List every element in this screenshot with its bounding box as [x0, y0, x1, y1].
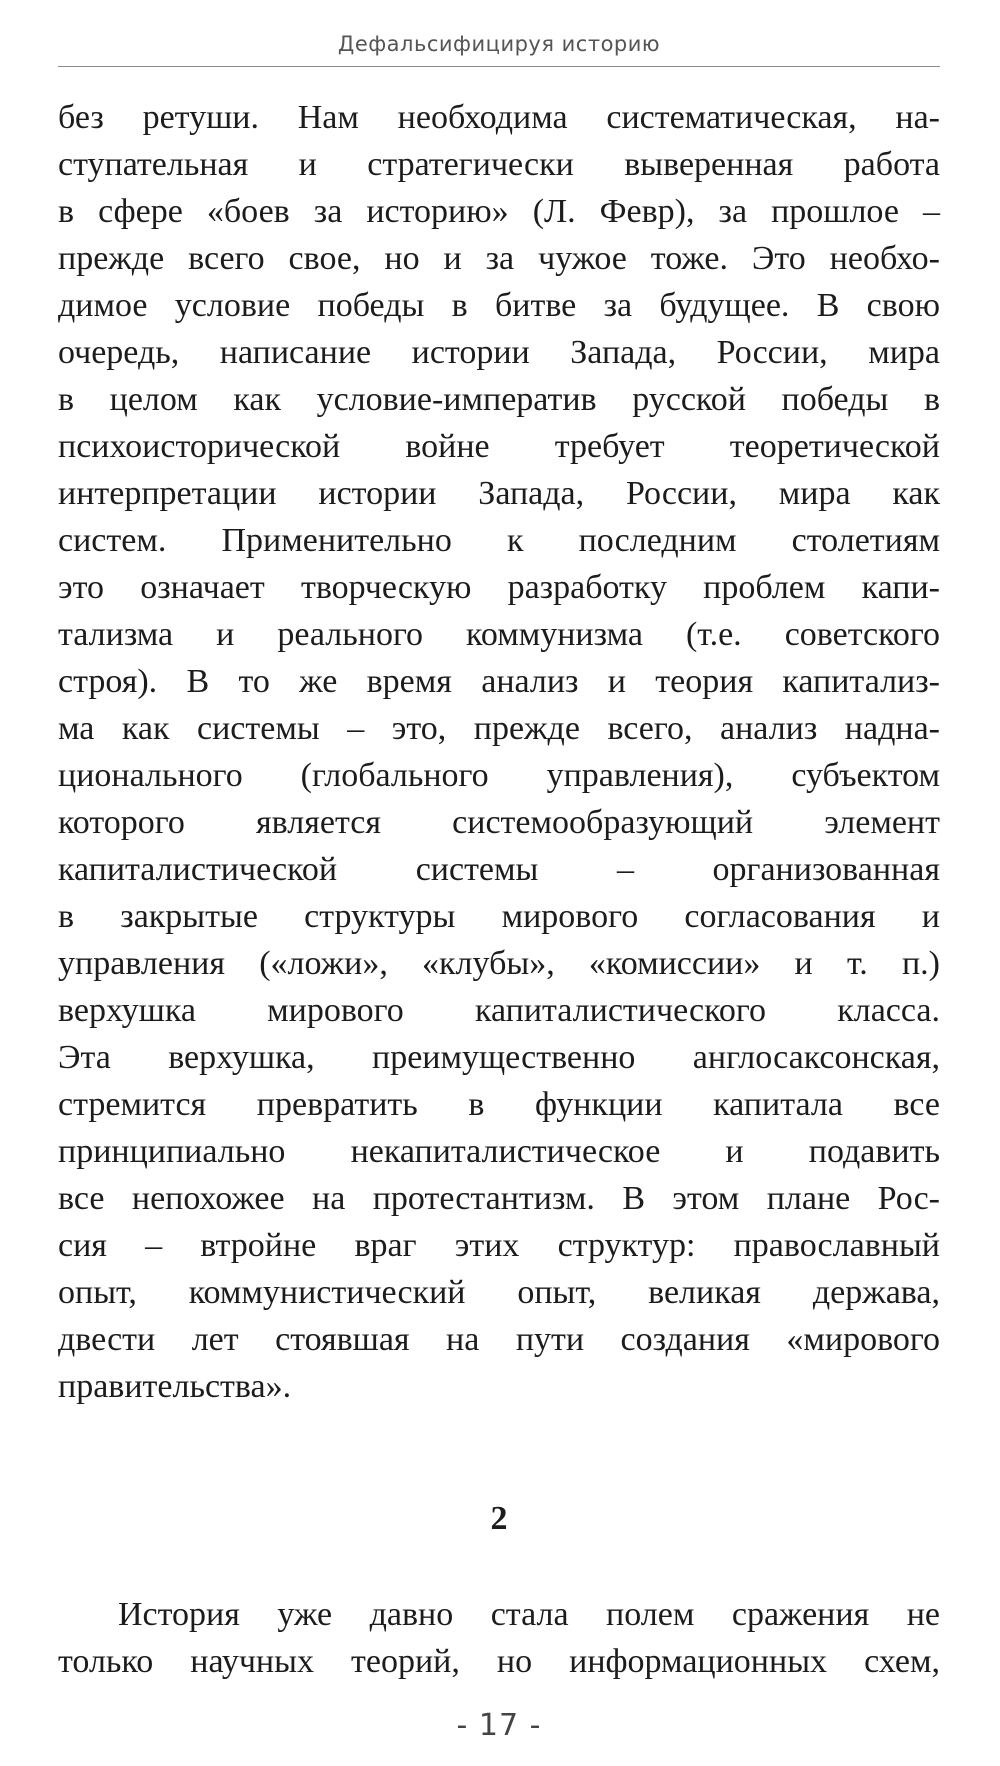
text-line: в сфере «боев за историю» (Л. Февр), за прошлое –	[58, 193, 940, 230]
paragraph-2	[58, 1591, 940, 1685]
text-line: двести лет стоявшая на пути создания «мирового	[58, 1321, 940, 1358]
text-line: тализма и реального коммунизма (т.е. советского	[58, 616, 940, 653]
text-line: управления («ложи», «клубы», «комиссии» и т. п.)	[58, 945, 940, 982]
text-line: опыт, коммунистический опыт, великая держава,	[58, 1274, 940, 1311]
text-line: строя). В то же время анализ и теория капитализ-	[58, 663, 940, 700]
text-line: очередь, написание истории Запада, России, мира	[58, 334, 940, 371]
running-header: Дефальсифицируя историю	[337, 32, 661, 56]
text-line: капиталистической системы – организованная	[58, 851, 940, 888]
text-line: психоисторической войне требует теоретической	[58, 428, 940, 465]
text-line: ма как системы – это, прежде всего, анализ надна-	[58, 710, 940, 747]
text-line: интерпретации истории Запада, России, мира как	[58, 475, 940, 512]
text-line: Эта верхушка, преимущественно англосаксонская,	[58, 1039, 940, 1076]
text-line: только научных теорий, но информационных схем,	[58, 1643, 940, 1680]
header-divider	[58, 66, 940, 67]
text-line: сия – втройне враг этих структур: православный	[58, 1227, 940, 1264]
text-line: в закрытые структуры мирового согласования и	[58, 898, 940, 935]
text-line: ступательная и стратегически выверенная работа	[58, 146, 940, 183]
text-line: История уже давно стала полем сражения не	[118, 1596, 940, 1633]
text-line: прежде всего свое, но и за чужое тоже. Это необхо-	[58, 240, 940, 277]
paragraph-1	[58, 94, 940, 1410]
text-line: стремится превратить в функции капитала все	[58, 1086, 940, 1123]
text-line: без ретуши. Нам необходима систематическая, на-	[58, 99, 940, 136]
text-line: верхушка мирового капиталистического класса.	[58, 992, 940, 1029]
text-line: это означает творческую разработку проблем капи-	[58, 569, 940, 606]
text-line: ционального (глобального управления), субъектом	[58, 757, 940, 794]
page-number: - 17 -	[456, 1708, 542, 1743]
section-number: 2	[490, 1500, 508, 1537]
text-line: которого является системообразующий элемент	[58, 804, 940, 841]
text-line: систем. Применительно к последним столетиям	[58, 522, 940, 559]
text-line: все непохожее на протестантизм. В этом плане Рос-	[58, 1180, 940, 1217]
text-line: димое условие победы в битве за будущее. В свою	[58, 287, 940, 324]
text-line: правительства».	[58, 1368, 292, 1405]
text-line: в целом как условие-императив русской победы в	[58, 381, 940, 418]
text-line: принципиально некапиталистическое и подавить	[58, 1133, 940, 1170]
